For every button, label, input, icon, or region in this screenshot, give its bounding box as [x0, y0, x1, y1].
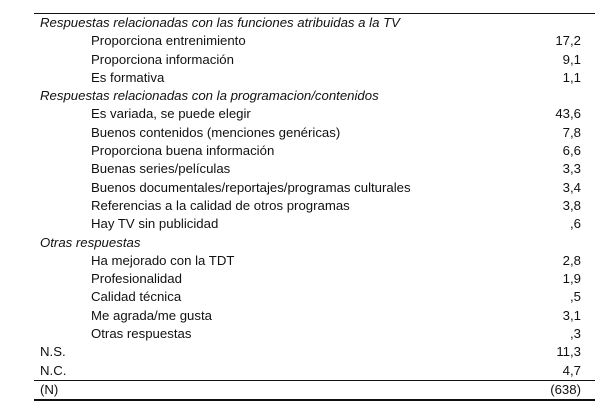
- table-row: [34, 179, 595, 197]
- row-label: Proporciona buena información: [91, 143, 275, 159]
- table-row: [34, 325, 595, 343]
- row-value: 3,1: [562, 307, 581, 323]
- row-label: Calidad técnica: [91, 289, 182, 305]
- row-label: Otras respuestas: [91, 326, 192, 342]
- table-row: [34, 32, 595, 50]
- section-heading-other: [34, 234, 595, 252]
- row-value: 7,8: [562, 124, 581, 140]
- table-row: [34, 197, 595, 215]
- section-title: Respuestas relacionadas con la programacion/contenidos: [40, 88, 379, 104]
- row-value: 1,9: [562, 271, 581, 287]
- section-title: Respuestas relacionadas con las funciones atribuidas a la TV: [40, 15, 400, 30]
- table-row: [34, 142, 595, 160]
- row-value: (638): [550, 381, 581, 397]
- section-title: Otras respuestas: [40, 234, 141, 250]
- row-value: 1,1: [562, 69, 581, 85]
- row-value: ,6: [570, 216, 581, 232]
- row-value: 3,8: [562, 197, 581, 213]
- row-label: Buenas series/películas: [91, 161, 231, 177]
- table-row: [34, 215, 595, 233]
- row-label: Referencias a la calidad de otros programas: [91, 197, 350, 213]
- row-value: 4,7: [562, 362, 581, 378]
- row-value: 3,4: [562, 179, 581, 195]
- table-row: [34, 69, 595, 87]
- row-label: Me agrada/me gusta: [91, 307, 212, 323]
- row-value: 43,6: [555, 106, 581, 122]
- total-row: [34, 381, 595, 399]
- table-bottom-rule: [34, 399, 595, 401]
- row-label: (N): [40, 381, 59, 397]
- row-label: Proporciona entrenimiento: [91, 33, 246, 49]
- row-label: Profesionalidad: [91, 271, 182, 287]
- row-value: 11,3: [556, 344, 581, 360]
- responses-table: [34, 13, 595, 401]
- row-label: N.S.: [40, 344, 66, 360]
- row-label: Buenos documentales/reportajes/programas culturales: [91, 179, 411, 195]
- nc-row: [34, 362, 595, 380]
- row-label: Buenos contenidos (menciones genéricas): [91, 124, 341, 140]
- row-value: 9,1: [562, 51, 581, 67]
- table-row: [34, 124, 595, 142]
- table-row: [34, 307, 595, 325]
- row-value: 6,6: [562, 143, 581, 159]
- row-label: Hay TV sin publicidad: [91, 216, 219, 232]
- table-row: [34, 51, 595, 69]
- row-value: 17,2: [555, 33, 581, 49]
- ns-row: [34, 343, 595, 361]
- row-value: 2,8: [562, 252, 581, 268]
- table-row: [34, 105, 595, 123]
- row-label: Es variada, se puede elegir: [91, 106, 251, 122]
- table-row: [34, 288, 595, 306]
- table-row: [34, 270, 595, 288]
- row-value: 3,3: [562, 161, 581, 177]
- row-label: Es formativa: [91, 69, 165, 85]
- section-heading-programming: [34, 87, 595, 105]
- row-value: ,3: [570, 326, 581, 342]
- row-label: Ha mejorado con la TDT: [91, 252, 235, 268]
- row-label: N.C.: [40, 362, 67, 378]
- row-value: ,5: [570, 289, 581, 305]
- section-heading-functions: [34, 14, 595, 32]
- table-row: [34, 252, 595, 270]
- table-row: [34, 160, 595, 178]
- row-label: Proporciona información: [91, 51, 234, 67]
